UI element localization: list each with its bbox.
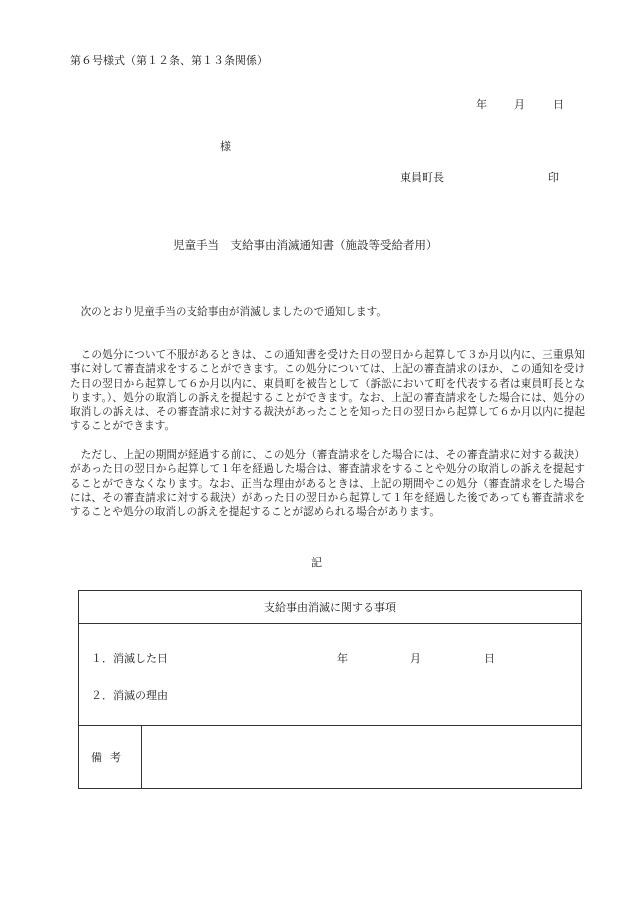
item1-month: 月 xyxy=(410,652,421,665)
date-year-label: 年 xyxy=(476,98,487,111)
item1-label: １．消滅した日 xyxy=(91,652,168,665)
table-body xyxy=(79,624,582,726)
seal-mark: 印 xyxy=(548,171,559,184)
remarks-field xyxy=(142,726,582,789)
date-month-label: 月 xyxy=(514,98,525,111)
document-title: 児童手当 支給事由消滅通知書（施設等受給者用） xyxy=(173,238,438,252)
item2-label: ２．消滅の理由 xyxy=(91,689,168,702)
form-number: 第６号様式（第１２条、第１３条関係） xyxy=(70,54,268,67)
item1-year: 年 xyxy=(337,652,348,665)
date-day-label: 日 xyxy=(553,98,564,111)
ki-label: 記 xyxy=(311,556,322,569)
item1-day: 日 xyxy=(484,652,495,665)
remarks-label: 備考 xyxy=(79,726,142,789)
notice-paragraph-2: ただし、上記の期間が経過する前に、この処分（審査請求をした場合には、その審査請求に対する裁決）があった日の翌日から起算して１年を経過した場合は、審査請求をすることや処分の取消しの訴えを提起することができなくなります。なお、正当な理由があるときは、上記の期間やこの処分（審査請求をした場合には、その審査請求に対する裁決）があった日の翌日から起算して１年を経過した後であっても審査請求をすることや処分の取消しの訴えを提起することが認められる場合があります。 xyxy=(70,449,585,519)
notice-paragraph-1: この処分について不服があるときは、この通知書を受けた日の翌日から起算して３か月以内に、三重県知事に対して審査請求をすることができます。この処分については、上記の審査請求のほか、この通知を受けた日の翌日から起算して６か月以内に、東員町を被告として（訴訟において町を代表する者は東員町長となります。）、処分の取消しの訴えを提起することができます。なお、上記の審査請求をした場合には、処分の取消しの訴えは、その審査請求に対する裁決があったことを知った日の翌日から起算して６か月以内に提起することができます。 xyxy=(70,349,585,433)
table-header: 支給事由消滅に関する事項 xyxy=(79,591,582,624)
issuer-title: 東員町長 xyxy=(400,171,444,184)
intro-text: 次のとおり児童手当の支給事由が消滅しましたので通知します。 xyxy=(80,306,387,318)
recipient-suffix: 様 xyxy=(220,140,231,153)
details-table xyxy=(78,590,582,789)
